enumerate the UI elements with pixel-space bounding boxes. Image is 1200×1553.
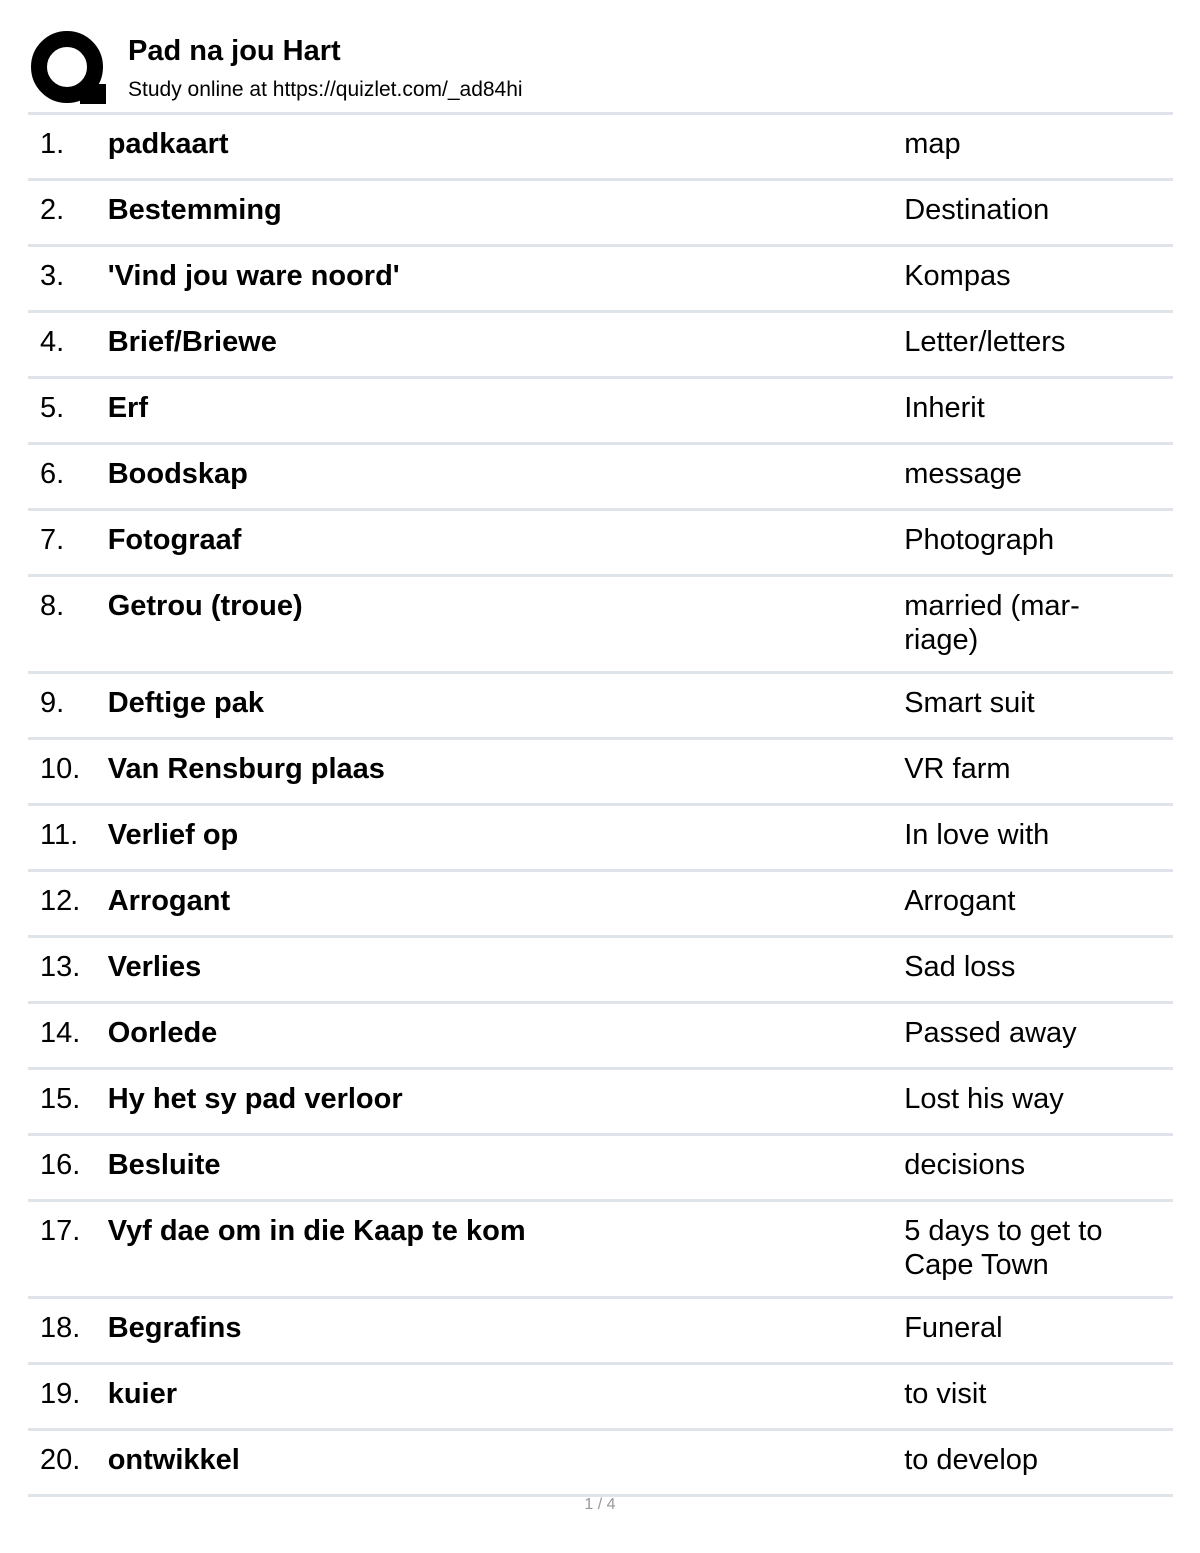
terms-list bbox=[28, 112, 1173, 1497]
term-row bbox=[28, 115, 1173, 181]
term-definition: Passed away bbox=[904, 1017, 1077, 1049]
term-text: Arrogant bbox=[107, 885, 231, 917]
term-definition: married (mar- riage) bbox=[904, 590, 1080, 656]
term-row bbox=[28, 511, 1173, 577]
term-text: Vyf dae om in die Kaap te kom bbox=[107, 1215, 526, 1247]
term-row bbox=[28, 1365, 1173, 1431]
term-number: 2. bbox=[40, 194, 65, 226]
page-number: 1 / 4 bbox=[584, 1496, 616, 1513]
term-row bbox=[28, 1431, 1173, 1497]
term-row bbox=[28, 379, 1173, 445]
term-row bbox=[28, 872, 1173, 938]
term-text: Verlies bbox=[107, 951, 202, 983]
term-row bbox=[28, 740, 1173, 806]
page-title: Pad na jou Hart bbox=[128, 35, 341, 67]
term-text: Van Rensburg plaas bbox=[107, 753, 385, 785]
term-definition: to develop bbox=[904, 1444, 1039, 1476]
term-text: Deftige pak bbox=[107, 687, 265, 719]
term-definition: Destination bbox=[904, 194, 1050, 226]
term-number: 4. bbox=[40, 326, 65, 358]
term-text: Oorlede bbox=[107, 1017, 218, 1049]
term-number: 15. bbox=[40, 1083, 81, 1115]
term-row bbox=[28, 247, 1173, 313]
term-row bbox=[28, 577, 1173, 674]
term-text: kuier bbox=[107, 1378, 178, 1410]
term-definition: Lost his way bbox=[904, 1083, 1064, 1115]
term-text: Bestemming bbox=[107, 194, 282, 226]
term-row bbox=[28, 1136, 1173, 1202]
header bbox=[28, 26, 1173, 112]
term-number: 16. bbox=[40, 1149, 81, 1181]
term-text: 'Vind jou ware noord' bbox=[107, 260, 400, 292]
term-row bbox=[28, 1299, 1173, 1365]
term-number: 13. bbox=[40, 951, 81, 983]
term-text: Fotograaf bbox=[107, 524, 242, 556]
term-number: 12. bbox=[40, 885, 81, 917]
quizlet-logo-icon bbox=[30, 30, 108, 108]
term-definition: Arrogant bbox=[904, 885, 1016, 917]
term-definition: Photograph bbox=[904, 524, 1055, 556]
term-number: 3. bbox=[40, 260, 65, 292]
term-number: 10. bbox=[40, 753, 81, 785]
term-definition: In love with bbox=[904, 819, 1050, 851]
term-number: 17. bbox=[40, 1215, 81, 1247]
term-definition: to visit bbox=[904, 1378, 987, 1410]
term-text: Besluite bbox=[107, 1149, 221, 1181]
term-row bbox=[28, 313, 1173, 379]
term-row bbox=[28, 806, 1173, 872]
term-definition: message bbox=[904, 458, 1022, 490]
term-text: ontwikkel bbox=[107, 1444, 240, 1476]
term-text: Getrou (troue) bbox=[107, 590, 303, 622]
term-row bbox=[28, 445, 1173, 511]
term-definition: Inherit bbox=[904, 392, 985, 424]
term-number: 8. bbox=[40, 590, 65, 622]
term-definition: map bbox=[904, 128, 961, 160]
term-row bbox=[28, 938, 1173, 1004]
term-number: 11. bbox=[40, 819, 79, 851]
term-number: 18. bbox=[40, 1312, 81, 1344]
term-text: padkaart bbox=[107, 128, 229, 160]
term-text: Boodskap bbox=[107, 458, 248, 490]
term-number: 14. bbox=[40, 1017, 81, 1049]
term-definition: Letter/letters bbox=[904, 326, 1066, 358]
term-text: Brief/Briewe bbox=[107, 326, 277, 358]
study-online-link[interactable]: Study online at https://quizlet.com/_ad84hi bbox=[128, 78, 523, 101]
term-definition: Smart suit bbox=[904, 687, 1035, 719]
term-row bbox=[28, 1004, 1173, 1070]
term-definition: VR farm bbox=[904, 753, 1011, 785]
term-text: Erf bbox=[107, 392, 148, 424]
term-row bbox=[28, 674, 1173, 740]
term-row bbox=[28, 1070, 1173, 1136]
term-text: Verlief op bbox=[107, 819, 239, 851]
term-definition: Sad loss bbox=[904, 951, 1016, 983]
term-text: Begrafins bbox=[107, 1312, 242, 1344]
term-text: Hy het sy pad verloor bbox=[107, 1083, 403, 1115]
term-number: 20. bbox=[40, 1444, 81, 1476]
term-number: 9. bbox=[40, 687, 65, 719]
term-row bbox=[28, 1202, 1173, 1299]
term-number: 6. bbox=[40, 458, 65, 490]
term-number: 1. bbox=[40, 128, 65, 160]
term-row bbox=[28, 181, 1173, 247]
term-definition: Kompas bbox=[904, 260, 1011, 292]
term-number: 5. bbox=[40, 392, 65, 424]
term-number: 19. bbox=[40, 1378, 81, 1410]
term-number: 7. bbox=[40, 524, 65, 556]
term-definition: Funeral bbox=[904, 1312, 1003, 1344]
term-definition: 5 days to get to Cape Town bbox=[904, 1215, 1103, 1281]
term-definition: decisions bbox=[904, 1149, 1026, 1181]
